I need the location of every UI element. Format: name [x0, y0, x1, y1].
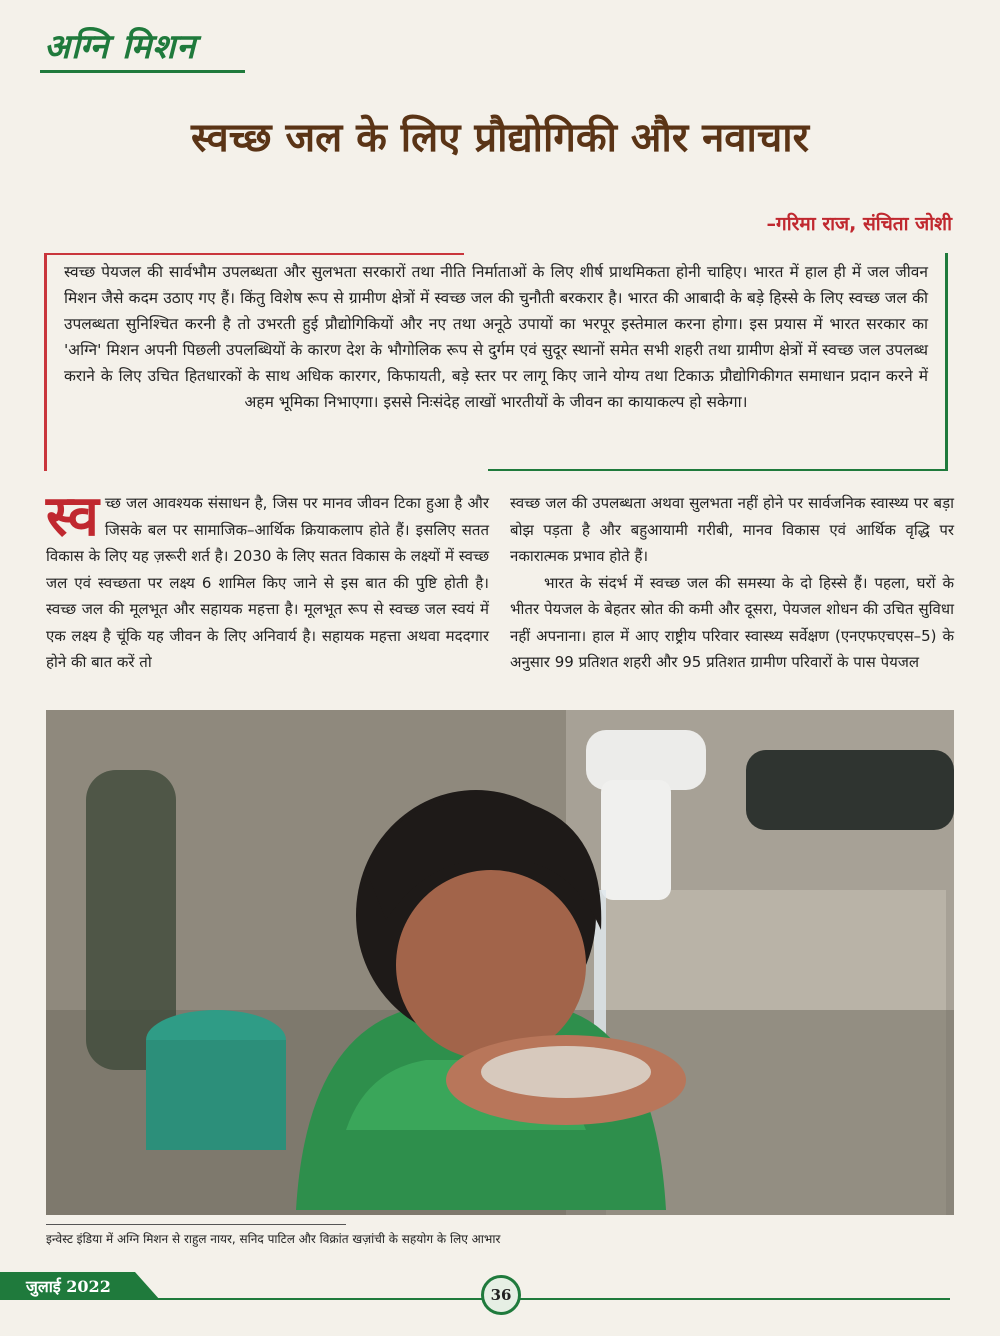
child-drinking-water-illustration — [46, 710, 954, 1215]
body-column-right — [510, 490, 954, 676]
drop-cap: स्व — [46, 484, 99, 549]
photo-caption: इन्वेस्ट इंडिया में अग्नि मिशन से राहुल नायर, सनिद पाटिल और विक्रांत खज़ांची के सहयोग के लिए आभार — [46, 1232, 501, 1246]
footer-rule — [150, 1298, 950, 1300]
abstract-border-top — [44, 253, 464, 255]
article-title: स्वच्छ जल के लिए प्रौद्योगिकी और नवाचार — [190, 115, 810, 161]
abstract-border-left — [44, 253, 47, 471]
abstract-border-bottom — [488, 469, 948, 471]
page-number: 36 — [481, 1275, 521, 1315]
issue-tab — [0, 1272, 160, 1300]
body-text-left: च्छ जल आवश्यक संसाधन है, जिस पर मानव जीवन टिका हुआ है और जिसके बल पर सामाजिक–आर्थिक क्रियाकलाप होते हैं। इसलिए सतत विकास के लिए यह ज़रूरी शर्त है। 2030 के लिए सतत विकास के लक्ष्यों में स्वच्छ जल एवं स्वच्छता पर लक्ष्य 6 शामिल किए जाने से इस बात की पुष्टि होती है। स्वच्छ जल की मूलभूत और सहायक महत्ता है। मूलभूत रूप से स्वच्छ जल स्वयं में एक लक्ष्य है चूंकि यह जीवन के लिए अनिवार्य है। सहायक महत्ता अथवा मददगार होने की बात करें तो — [46, 494, 489, 671]
caption-rule — [46, 1224, 346, 1225]
body-paragraph — [46, 484, 489, 676]
issue-date: जुलाई 2022 — [26, 1277, 111, 1296]
section-tag: अग्नि मिशन — [44, 27, 197, 67]
abstract-box — [44, 253, 948, 471]
body-paragraph-2: भारत के संदर्भ में स्वच्छ जल की समस्या के दो हिस्से हैं। पहला, घरों के भीतर पेयजल के बेहतर स्रोत की कमी और दूसरा, पेयजल शोधन की उचित सुविधा नहीं अपनाना। हाल में आए राष्ट्रीय परिवार स्वास्थ्य सर्वेक्षण (एनएफएचएस–5) के अनुसार 99 प्रतिशत शहरी और 95 प्रतिशत ग्रामीण परिवारों के पास पेयजल — [510, 573, 954, 671]
body-paragraph-1: स्वच्छ जल की उपलब्धता अथवा सुलभता नहीं होने पर सार्वजनिक स्वास्थ्य पर बड़ा बोझ पड़ता है और बहुआयामी गरीबी, मानव विकास एवं आर्थिक वृद्धि पर नकारात्मक प्रभाव होते हैं। — [510, 494, 954, 565]
article-authors: –गरिमा राज, संचिता जोशी — [766, 213, 952, 235]
body-column-left — [46, 484, 489, 676]
section-tag-rule — [40, 70, 245, 73]
article-photo — [46, 710, 954, 1215]
abstract-text: स्वच्छ पेयजल की सार्वभौम उपलब्धता और सुलभता सरकारों तथा नीति निर्माताओं के लिए शीर्ष प्राथमिकता होनी चाहिए। भारत में हाल ही में जल जीवन मिशन जैसे कदम उठाए गए हैं। किंतु विशेष रूप से ग्रामीण क्षेत्रों में स्वच्छ जल की चुनौती बरकरार है। भारत की आबादी के बड़े हिस्से के लिए स्वच्छ जल की उपलब्धता सुनिश्चित करनी है तो उभरती हुई प्रौद्योगिकियों और नए तथा अनूठे उपायों का भरपूर इस्तेमाल करना होगा। इस प्रयास में भारत सरकार का 'अग्नि' मिशन अपनी पिछली उपलब्धियों के कारण देश के भौगोलिक रूप से दुर्गम एवं सुदूर स्थानों समेत सभी शहरी तथा ग्रामीण क्षेत्रों में स्वच्छ जल उपलब्ध कराने के लिए उचित हितधारकों के साथ अधिक कारगर, किफायती, बड़े स्तर पर लागू किए जाने योग्य तथा टिकाऊ प्रौद्योगिकीगत समाधान प्रदान करने में अहम भूमिका निभाएगा। इससे निःसंदेह लाखों भारतीयों के जीवन का कायाकल्प हो सकेगा। — [64, 263, 928, 411]
abstract-border-right — [945, 253, 948, 471]
